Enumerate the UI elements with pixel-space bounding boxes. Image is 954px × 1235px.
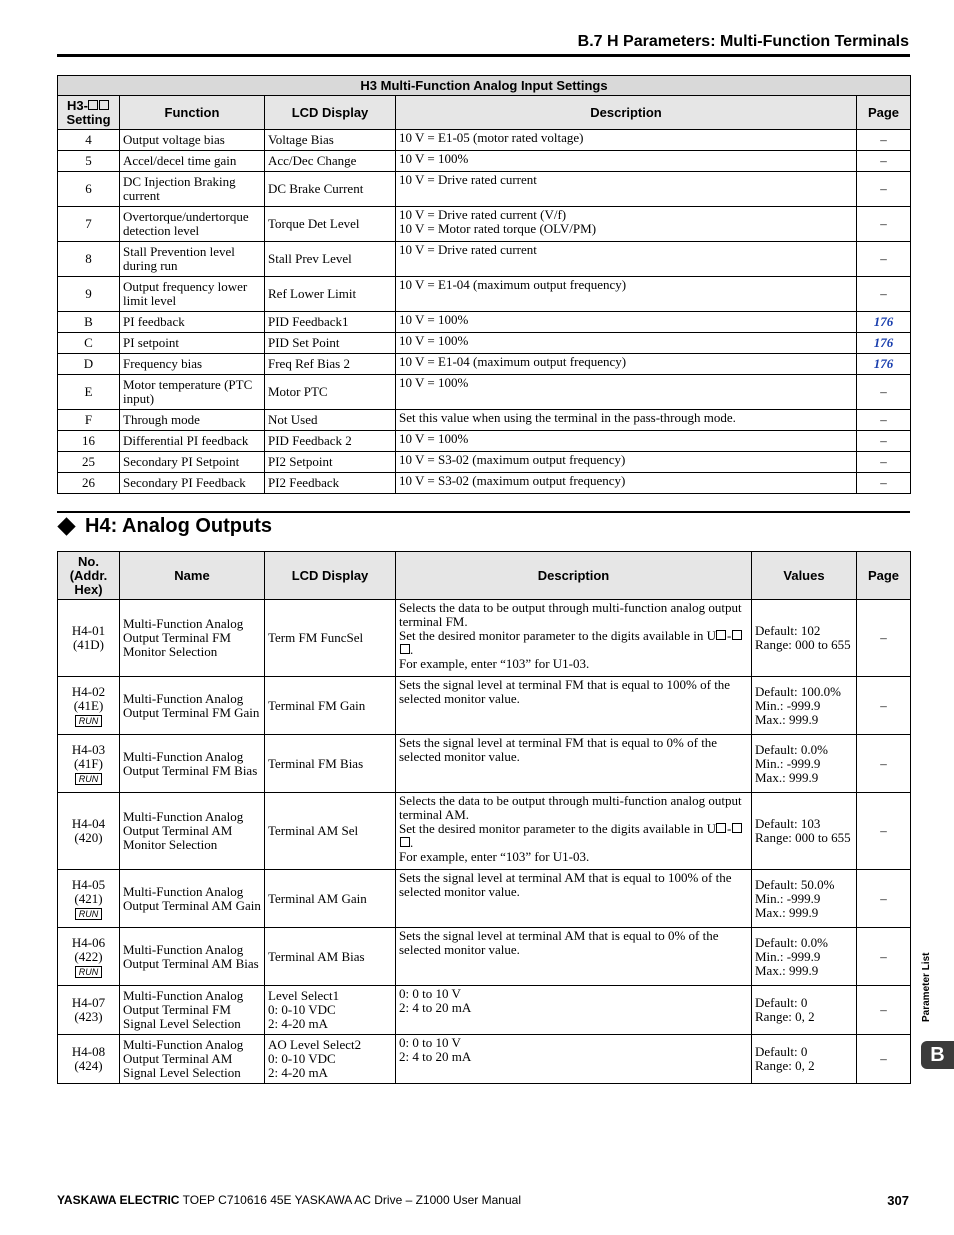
param-number-cell — [58, 928, 120, 986]
table-row — [58, 333, 911, 354]
param-number-cell — [58, 735, 120, 793]
description-cell: 10 V = Drive rated current — [396, 242, 857, 277]
description-cell: 0: 0 to 10 V 2: 4 to 20 mA — [396, 1035, 752, 1084]
setting-cell: 26 — [58, 473, 120, 494]
name-cell: Multi-Function Analog Output Terminal FM Bias — [120, 735, 265, 793]
lcd-cell: Terminal AM Gain — [265, 870, 396, 928]
col-header-page: Page — [857, 552, 911, 600]
table-row — [58, 870, 911, 928]
param-address: (424) — [74, 1058, 103, 1073]
description-cell: 10 V = E1-05 (motor rated voltage) — [396, 130, 857, 151]
function-cell: Accel/decel time gain — [120, 151, 265, 172]
col-header-values: Values — [752, 552, 857, 600]
run-badge: RUN — [75, 908, 103, 920]
page-cell: – — [857, 431, 911, 452]
values-cell: Default: 0 Range: 0, 2 — [752, 986, 857, 1035]
values-cell: Default: 103 Range: 000 to 655 — [752, 793, 857, 870]
table-row — [58, 735, 911, 793]
function-cell: DC Injection Braking current — [120, 172, 265, 207]
description-cell: Sets the signal level at terminal FM that is equal to 0% of the selected monitor value. — [396, 735, 752, 793]
description-cell: Selects the data to be output through multi-function analog output terminal FM. Set the desired monitor parameter to the digits available in U -. For example, enter “103” for U1-03. — [396, 600, 752, 677]
page-cell[interactable]: 176 — [857, 312, 911, 333]
section-rule — [57, 511, 910, 513]
lcd-cell: Voltage Bias — [265, 130, 396, 151]
description-cell: 10 V = 100% — [396, 375, 857, 410]
page-cell: – — [857, 473, 911, 494]
param-number-cell — [58, 986, 120, 1035]
name-cell: Multi-Function Analog Output Terminal AM Signal Level Selection — [120, 1035, 265, 1084]
param-number: H4-01 — [71, 623, 106, 638]
description-cell: 10 V = 100% — [396, 333, 857, 354]
section-title: H4: Analog Outputs — [85, 515, 273, 537]
page-cell: – — [857, 452, 911, 473]
description-cell: Selects the data to be output through multi-function analog output terminal AM. Set the desired monitor parameter to the digits available in U -. For example, enter “103” for U1-03. — [396, 793, 752, 870]
setting-cell: 25 — [58, 452, 120, 473]
page-cell: – — [857, 870, 911, 928]
description-cell: 0: 0 to 10 V 2: 4 to 20 mA — [396, 986, 752, 1035]
page-cell: – — [857, 375, 911, 410]
lcd-cell: Torque Det Level — [265, 207, 396, 242]
setting-cell: 5 — [58, 151, 120, 172]
values-cell: Default: 102 Range: 000 to 655 — [752, 600, 857, 677]
page-cell: – — [857, 735, 911, 793]
values-cell: Default: 0.0% Min.: -999.9 Max.: 999.9 — [752, 735, 857, 793]
table-row — [58, 207, 911, 242]
run-badge: RUN — [75, 966, 103, 978]
table-row — [58, 277, 911, 312]
table-row — [58, 473, 911, 494]
setting-cell: C — [58, 333, 120, 354]
description-cell: 10 V = Drive rated current (V/f) 10 V = Motor rated torque (OLV/PM) — [396, 207, 857, 242]
page-cell: – — [857, 1035, 911, 1084]
page-cell: – — [857, 677, 911, 735]
function-cell: Output voltage bias — [120, 130, 265, 151]
param-address: (41E) — [73, 697, 104, 713]
description-cell: 10 V = 100% — [396, 151, 857, 172]
description-cell: 10 V = E1-04 (maximum output frequency) — [396, 354, 857, 375]
lcd-cell: Not Used — [265, 410, 396, 431]
lcd-cell: DC Brake Current — [265, 172, 396, 207]
lcd-cell: PID Feedback 2 — [265, 431, 396, 452]
table-row — [58, 793, 911, 870]
description-cell: 10 V = 100% — [396, 312, 857, 333]
lcd-cell: PI2 Setpoint — [265, 452, 396, 473]
setting-cell: 8 — [58, 242, 120, 277]
param-number-cell — [58, 677, 120, 735]
param-address: (420) — [74, 830, 103, 845]
page-cell[interactable]: 176 — [857, 354, 911, 375]
param-address: (421) — [74, 890, 103, 906]
description-cell: 10 V = 100% — [396, 431, 857, 452]
setting-cell: F — [58, 410, 120, 431]
col-header-lcd: LCD Display — [265, 96, 396, 130]
function-cell: Secondary PI Feedback — [120, 473, 265, 494]
page-cell: – — [857, 242, 911, 277]
table-row — [58, 431, 911, 452]
param-number: H4-03 — [71, 741, 106, 757]
setting-cell: D — [58, 354, 120, 375]
table-row — [58, 677, 911, 735]
name-cell: Multi-Function Analog Output Terminal FM Gain — [120, 677, 265, 735]
param-address: (41F) — [74, 755, 103, 771]
table-row — [58, 130, 911, 151]
h3-table-caption: H3 Multi-Function Analog Input Settings — [58, 76, 911, 96]
function-cell: Overtorque/undertorque detection level — [120, 207, 265, 242]
param-number-cell — [58, 793, 120, 870]
run-badge: RUN — [75, 715, 103, 727]
col-header-function: Function — [120, 96, 265, 130]
footer — [57, 1193, 521, 1207]
lcd-cell: Term FM FuncSel — [265, 600, 396, 677]
lcd-cell: Terminal AM Bias — [265, 928, 396, 986]
param-number: H4-08 — [71, 1044, 106, 1059]
description-cell: 10 V = E1-04 (maximum output frequency) — [396, 277, 857, 312]
table-row — [58, 1035, 911, 1084]
table-row — [58, 172, 911, 207]
page-cell: – — [857, 277, 911, 312]
lcd-cell: AO Level Select2 0: 0-10 VDC 2: 4-20 mA — [265, 1035, 396, 1084]
param-number: H4-05 — [71, 876, 106, 892]
function-cell: Secondary PI Setpoint — [120, 452, 265, 473]
function-cell: Frequency bias — [120, 354, 265, 375]
lcd-cell: PID Set Point — [265, 333, 396, 354]
values-cell: Default: 50.0% Min.: -999.9 Max.: 999.9 — [752, 870, 857, 928]
page-cell[interactable]: 176 — [857, 333, 911, 354]
col-header-no: No. (Addr. Hex) — [58, 552, 120, 600]
setting-cell: 16 — [58, 431, 120, 452]
table-row — [58, 375, 911, 410]
page-cell: – — [857, 207, 911, 242]
description-cell: 10 V = S3-02 (maximum output frequency) — [396, 473, 857, 494]
setting-cell: B — [58, 312, 120, 333]
page-cell: – — [857, 410, 911, 431]
function-cell: PI setpoint — [120, 333, 265, 354]
description-cell: 10 V = Drive rated current — [396, 172, 857, 207]
table-row — [58, 452, 911, 473]
param-number: H4-06 — [71, 934, 106, 950]
function-cell: Motor temperature (PTC input) — [120, 375, 265, 410]
page-cell: – — [857, 986, 911, 1035]
page-cell: – — [857, 172, 911, 207]
page-number: 307 — [887, 1193, 909, 1208]
param-number: H4-04 — [71, 816, 106, 831]
page-cell: – — [857, 928, 911, 986]
function-cell: Through mode — [120, 410, 265, 431]
function-cell: Stall Prevention level during run — [120, 242, 265, 277]
lcd-cell: Stall Prev Level — [265, 242, 396, 277]
param-address: (41D) — [72, 637, 105, 652]
diamond-bullet-icon — [57, 517, 75, 535]
lcd-cell: PI2 Feedback — [265, 473, 396, 494]
col-header-description: Description — [396, 96, 857, 130]
section-heading — [57, 515, 272, 538]
page-cell: – — [857, 130, 911, 151]
param-address: (423) — [74, 1009, 103, 1024]
description-cell: Sets the signal level at terminal AM that is equal to 100% of the selected monitor value. — [396, 870, 752, 928]
setting-cell: 4 — [58, 130, 120, 151]
col-header-description: Description — [396, 552, 752, 600]
table-row — [58, 151, 911, 172]
param-number: H4-02 — [71, 683, 106, 699]
lcd-cell: Acc/Dec Change — [265, 151, 396, 172]
description-cell: 10 V = S3-02 (maximum output frequency) — [396, 452, 857, 473]
lcd-cell: Terminal FM Gain — [265, 677, 396, 735]
name-cell: Multi-Function Analog Output Terminal FM Monitor Selection — [120, 600, 265, 677]
name-cell: Multi-Function Analog Output Terminal AM Gain — [120, 870, 265, 928]
param-number: H4-07 — [71, 995, 106, 1010]
description-cell: Sets the signal level at terminal FM that is equal to 100% of the selected monitor value. — [396, 677, 752, 735]
run-badge: RUN — [75, 773, 103, 785]
setting-cell: E — [58, 375, 120, 410]
table-row — [58, 410, 911, 431]
h3-settings-table — [57, 75, 911, 494]
h4-parameters-table — [57, 551, 911, 1084]
lcd-cell: Terminal AM Sel — [265, 793, 396, 870]
page-cell: – — [857, 793, 911, 870]
lcd-cell: Freq Ref Bias 2 — [265, 354, 396, 375]
table-row — [58, 312, 911, 333]
col-header-page: Page — [857, 96, 911, 130]
function-cell: Differential PI feedback — [120, 431, 265, 452]
lcd-cell: Motor PTC — [265, 375, 396, 410]
page-cell: – — [857, 600, 911, 677]
description-cell: Set this value when using the terminal in the pass-through mode. — [396, 410, 857, 431]
lcd-cell: Ref Lower Limit — [265, 277, 396, 312]
function-cell: PI feedback — [120, 312, 265, 333]
description-cell: Sets the signal level at terminal AM that is equal to 0% of the selected monitor value. — [396, 928, 752, 986]
values-cell: Default: 0.0% Min.: -999.9 Max.: 999.9 — [752, 928, 857, 986]
lcd-cell: Level Select1 0: 0-10 VDC 2: 4-20 mA — [265, 986, 396, 1035]
side-section-label: Parameter List — [921, 952, 932, 1022]
setting-cell: 6 — [58, 172, 120, 207]
footer-brand: YASKAWA ELECTRIC — [57, 1193, 180, 1207]
param-number-cell — [58, 1035, 120, 1084]
page-cell: – — [857, 151, 911, 172]
col-header-name: Name — [120, 552, 265, 600]
table-row — [58, 600, 911, 677]
side-tab-letter[interactable]: B — [921, 1041, 954, 1069]
setting-cell: 7 — [58, 207, 120, 242]
col-header-setting: H3- Setting — [58, 96, 120, 130]
param-address: (422) — [74, 948, 103, 964]
table-row — [58, 354, 911, 375]
header-rule — [57, 54, 910, 57]
setting-cell: 9 — [58, 277, 120, 312]
footer-doc: TOEP C710616 45E YASKAWA AC Drive – Z1000 User Manual — [179, 1193, 521, 1207]
running-header: B.7 H Parameters: Multi-Function Terminals — [577, 33, 909, 50]
name-cell: Multi-Function Analog Output Terminal FM Signal Level Selection — [120, 986, 265, 1035]
col-header-lcd: LCD Display — [265, 552, 396, 600]
table-row — [58, 928, 911, 986]
param-number-cell — [58, 870, 120, 928]
values-cell: Default: 0 Range: 0, 2 — [752, 1035, 857, 1084]
table-row — [58, 986, 911, 1035]
name-cell: Multi-Function Analog Output Terminal AM Bias — [120, 928, 265, 986]
lcd-cell: PID Feedback1 — [265, 312, 396, 333]
lcd-cell: Terminal FM Bias — [265, 735, 396, 793]
param-number-cell — [58, 600, 120, 677]
name-cell: Multi-Function Analog Output Terminal AM Monitor Selection — [120, 793, 265, 870]
table-row — [58, 242, 911, 277]
function-cell: Output frequency lower limit level — [120, 277, 265, 312]
values-cell: Default: 100.0% Min.: -999.9 Max.: 999.9 — [752, 677, 857, 735]
